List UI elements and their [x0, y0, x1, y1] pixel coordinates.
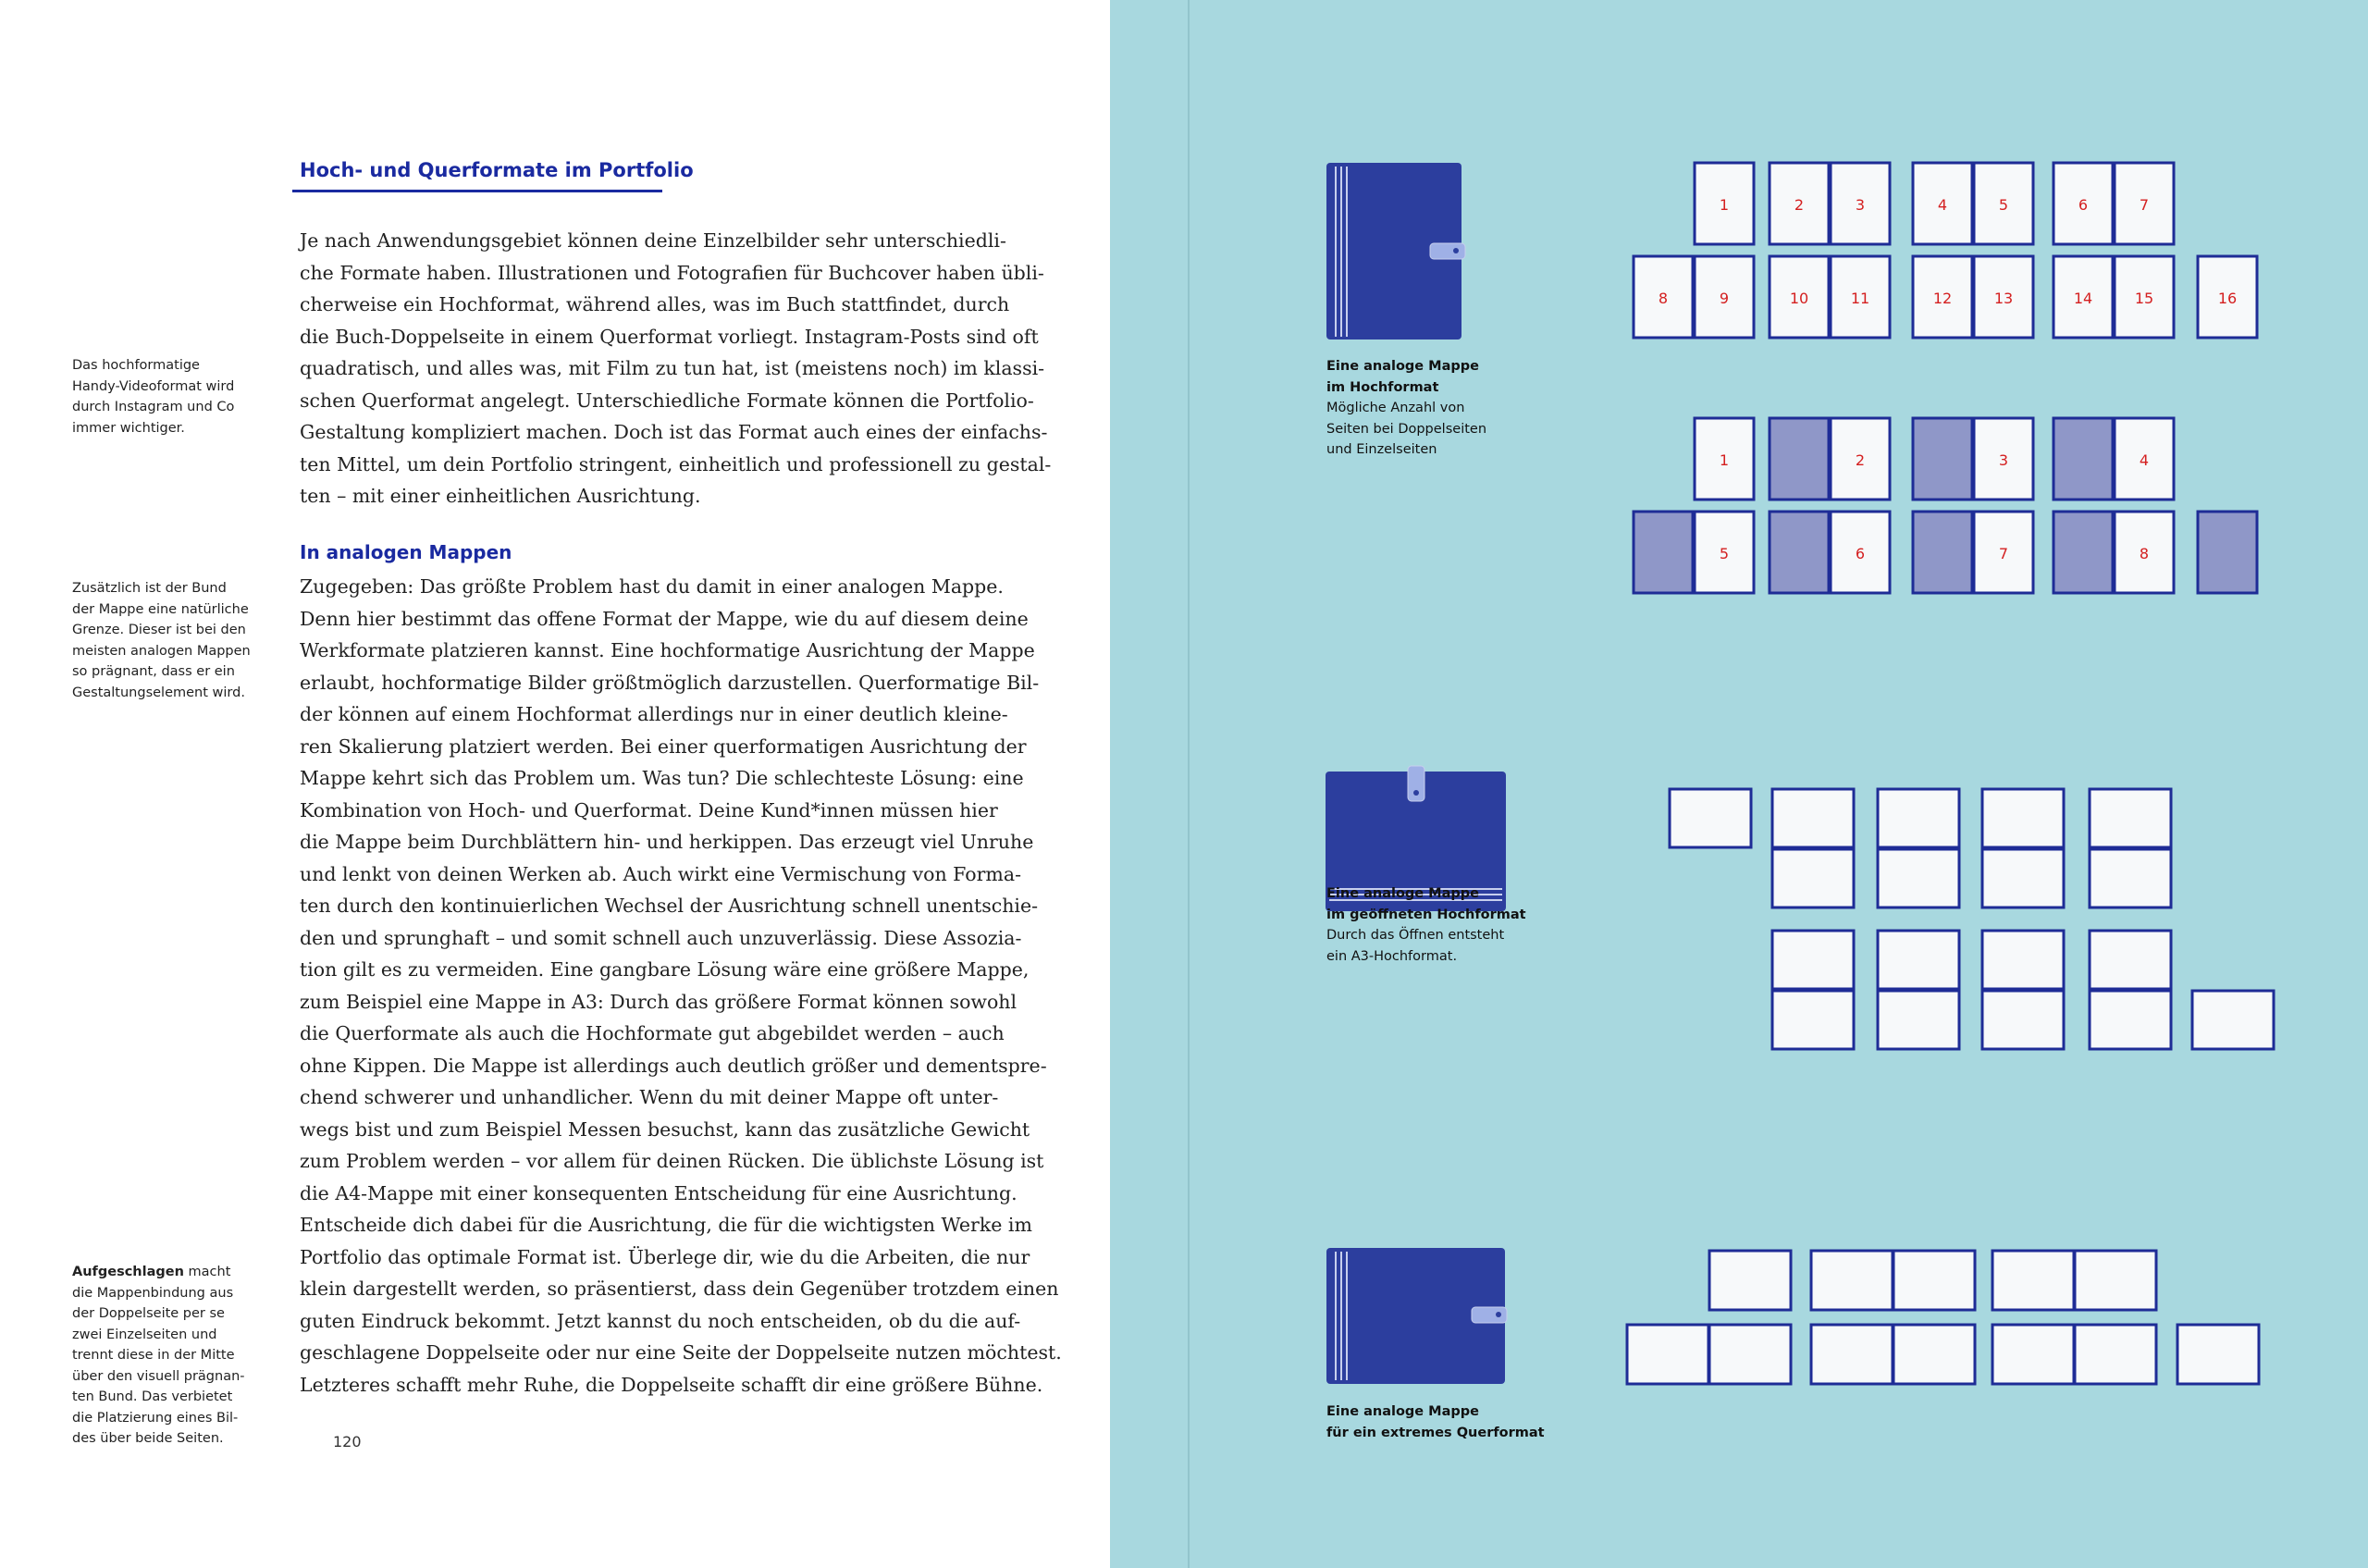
- caption-body: und Einzelseiten: [1326, 442, 1437, 457]
- page: [1772, 991, 1854, 1049]
- note-line: meisten analogen Mappen: [72, 643, 251, 659]
- text-line: Werkformate platzieren kannst. Eine hochformatige Ausrichtung der Mappe: [300, 639, 1035, 661]
- page-number-label: 3: [1855, 196, 1866, 214]
- note-line: die Platzierung eines Bil-: [72, 1410, 239, 1426]
- text-line: ten Mittel, um dein Portfolio stringent, einheitlich und professionell zu gestal-: [300, 452, 1052, 475]
- blank-page: [1770, 418, 1829, 500]
- text-line: cherweise ein Hochformat, während alles, was im Buch stattfindet, durch: [300, 293, 1010, 315]
- page-number-label: 11: [1850, 290, 1870, 307]
- page: [1893, 1251, 1975, 1310]
- note-line: so prägnant, dass er ein: [72, 664, 235, 679]
- page: [1670, 789, 1751, 847]
- caption-title: Eine analoge Mappe: [1326, 359, 1479, 374]
- page: [1992, 1325, 2074, 1384]
- note-line: Handy-Videoformat wird: [72, 378, 235, 394]
- page: [1772, 789, 1854, 847]
- landscape-folder-icon: [1326, 1248, 1507, 1384]
- text-line: die Mappe beim Durchblättern hin- und herkippen. Das erzeugt viel Unruhe: [300, 831, 1034, 853]
- page: [2177, 1325, 2259, 1384]
- text-line: tion gilt es zu vermeiden. Eine gangbare Lösung wäre eine größere Mappe,: [300, 958, 1030, 981]
- text-line: und lenkt von deinen Werken ab. Auch wirkt eine Vermischung von Forma-: [300, 862, 1022, 885]
- blank-page: [1913, 512, 1972, 593]
- text-line: Portfolio das optimale Format ist. Überlege dir, wie du die Arbeiten, die nur: [300, 1245, 1030, 1268]
- page: [2090, 789, 2171, 847]
- caption-landscape-folder: [1326, 1401, 1545, 1443]
- page: [1893, 1325, 1975, 1384]
- text-line: wegs bist und zum Beispiel Messen besuchst, kann das zusätzliche Gewicht: [300, 1117, 1030, 1141]
- note-line: der Doppelseite per se: [72, 1306, 225, 1321]
- page-number-label: 1: [1719, 196, 1730, 214]
- page: [2090, 991, 2171, 1049]
- note-line: Zusätzlich ist der Bund: [72, 581, 227, 596]
- note-line: zwei Einzelseiten und: [72, 1327, 217, 1342]
- page: [2090, 931, 2171, 989]
- text-line: Letzteres schafft mehr Ruhe, die Doppelseite schafft dir eine größere Bühne.: [300, 1373, 1043, 1396]
- page-number-label: 16: [2217, 290, 2238, 307]
- caption-portrait-folder: [1326, 356, 1486, 461]
- caption-title: im Hochformat: [1326, 379, 1439, 395]
- page-number-label: 5: [1719, 545, 1730, 562]
- text-line: zum Beispiel eine Mappe in A3: Durch das größere Format können sowohl: [300, 990, 1018, 1013]
- text-line: der können auf einem Hochformat allerdings nur in einer deutlich kleine-: [300, 703, 1008, 725]
- page-number-label: 8: [2139, 545, 2150, 562]
- page: [1772, 931, 1854, 989]
- page: [1709, 1325, 1791, 1384]
- page-number-label: 12: [1932, 290, 1953, 307]
- note-line: des über beide Seiten.: [72, 1431, 224, 1446]
- text-line: Denn hier bestimmt das offene Format der Mappe, wie du auf diesem deine: [300, 607, 1029, 630]
- caption-title: Eine analoge Mappe: [1326, 1404, 1479, 1419]
- page-number-label: 14: [2073, 290, 2093, 307]
- page-number-label: 4: [1937, 196, 1948, 214]
- page-number-label: 3: [1998, 451, 2009, 469]
- page-number-label: 5: [1998, 196, 2009, 214]
- text-line: Entscheide dich dabei für die Ausrichtung, die für die wichtigsten Werke im: [300, 1214, 1032, 1236]
- note-line: durch Instagram und Co: [72, 400, 235, 414]
- text-line: den und sprunghaft – und somit schnell auch unzuverlässig. Diese Assozia-: [300, 926, 1022, 949]
- section-heading: Hoch- und Querformate im Portfolio: [300, 159, 694, 181]
- blank-page: [2054, 512, 2113, 593]
- page: [2075, 1325, 2156, 1384]
- page: [1982, 849, 2064, 907]
- page-number: 120: [333, 1433, 362, 1451]
- page: [1811, 1251, 1893, 1310]
- page-number-label: 6: [1855, 545, 1866, 562]
- note-bold-term: Aufgeschlagen: [72, 1265, 184, 1279]
- page-number-label: 9: [1719, 290, 1730, 307]
- text-line: guten Eindruck bekommt. Jetzt kannst du noch entscheiden, ob du die auf-: [300, 1309, 1021, 1332]
- subheading: In analogen Mappen: [300, 541, 512, 563]
- note-line-rest: macht: [183, 1265, 231, 1279]
- portrait-folder-icon: [1326, 163, 1465, 340]
- caption-opened-folder: [1326, 883, 1526, 967]
- page: [2090, 849, 2171, 907]
- note-line: über den visuell prägnan-: [72, 1368, 245, 1384]
- page: [1709, 1251, 1791, 1310]
- page-number-label: 1: [1719, 451, 1730, 469]
- text-line: quadratisch, und alles was, mit Film zu tun hat, ist (meistens noch) im klassi-: [300, 357, 1045, 379]
- text-line: chend schwerer und unhandlicher. Wenn du mit deiner Mappe oft unter-: [300, 1086, 999, 1108]
- page-number-label: 7: [1998, 545, 2009, 562]
- page: [1878, 991, 1959, 1049]
- text-line: erlaubt, hochformatige Bilder größtmöglich darzustellen. Querformatige Bil-: [300, 671, 1040, 694]
- page-number-label: 6: [2078, 196, 2089, 214]
- page: [1811, 1325, 1893, 1384]
- page-number-label: 10: [1789, 290, 1809, 307]
- blank-page: [1770, 512, 1829, 593]
- text-line: che Formate haben. Illustrationen und Fotografien für Buchcover haben übli-: [300, 261, 1044, 284]
- page: [2192, 991, 2274, 1049]
- text-line: Je nach Anwendungsgebiet können deine Einzelbilder sehr unterschiedli-: [300, 229, 1006, 252]
- text-line: Zugegeben: Das größte Problem hast du damit in einer analogen Mappe.: [300, 575, 1004, 598]
- text-line: die A4-Mappe mit einer konsequenten Entscheidung für eine Ausrichtung.: [300, 1181, 1018, 1204]
- text-line: die Buch-Doppelseite in einem Querformat vorliegt. Instagram-Posts sind oft: [300, 325, 1039, 348]
- text-line: schen Querformat angelegt. Unterschiedliche Formate können die Portfolio-: [300, 389, 1034, 412]
- blank-page: [2198, 512, 2257, 593]
- page: [1982, 789, 2064, 847]
- page: [1982, 931, 2064, 989]
- text-line: geschlagene Doppelseite oder nur eine Seite der Doppelseite nutzen möchtest.: [300, 1341, 1062, 1364]
- blank-page: [1913, 418, 1972, 500]
- page: [1627, 1325, 1708, 1384]
- page: [2075, 1251, 2156, 1310]
- caption-body: Durch das Öffnen entsteht: [1326, 928, 1505, 943]
- page: [1772, 849, 1854, 907]
- blank-page: [1634, 512, 1693, 593]
- text-line: ohne Kippen. Die Mappe ist allerdings auch deutlich größer und dementspre-: [300, 1054, 1047, 1077]
- page: [1878, 849, 1959, 907]
- page-number-label: 13: [1993, 290, 2014, 307]
- text-line: die Querformate als auch die Hochformate gut abgebildet werden – auch: [300, 1022, 1005, 1044]
- caption-body: Seiten bei Doppelseiten: [1326, 421, 1487, 437]
- page: [1878, 789, 1959, 847]
- text-line: Mappe kehrt sich das Problem um. Was tun? Die schlechteste Lösung: eine: [300, 767, 1024, 789]
- note-line: immer wichtiger.: [72, 420, 185, 436]
- page-number-label: 7: [2139, 196, 2150, 214]
- note-line: Das hochformatige: [72, 358, 200, 373]
- note-line: Gestaltungselement wird.: [72, 685, 245, 700]
- page-number-labels: [1659, 196, 2237, 562]
- caption-title: Eine analoge Mappe: [1326, 886, 1479, 901]
- note-line: die Mappenbindung aus: [72, 1285, 234, 1301]
- caption-body: Mögliche Anzahl von: [1326, 401, 1465, 415]
- caption-title: für ein extremes Querformat: [1326, 1425, 1545, 1440]
- text-line: Kombination von Hoch- und Querformat. Deine Kund*innen müssen hier: [300, 798, 998, 821]
- text-line: ten – mit einer einheitlichen Ausrichtung.: [300, 485, 701, 507]
- blank-page: [2054, 418, 2113, 500]
- text-line: ren Skalierung platziert werden. Bei einer querformatigen Ausrichtung der: [300, 735, 1027, 758]
- text-line: klein dargestellt werden, so präsentierst, dass dein Gegenüber trotzdem einen: [300, 1278, 1059, 1300]
- page-layout-grids: [1627, 163, 2274, 1384]
- note-line: Grenze. Dieser ist bei den: [72, 623, 246, 637]
- page-number-label: 4: [2139, 451, 2150, 469]
- page-number-label: 2: [1794, 196, 1805, 214]
- caption-body: ein A3-Hochformat.: [1326, 948, 1458, 964]
- note-line: ten Bund. Das verbietet: [72, 1389, 233, 1404]
- page: [1982, 991, 2064, 1049]
- note-line: der Mappe eine natürliche: [72, 601, 249, 617]
- page: [1992, 1251, 2074, 1310]
- page-number-label: 8: [1658, 290, 1669, 307]
- page-number-label: 15: [2134, 290, 2154, 307]
- text-line: Gestaltung kompliziert machen. Doch ist das Format auch eines der einfachs-: [300, 421, 1048, 443]
- text-line: zum Problem werden – vor allem für deinen Rücken. Die üblichste Lösung ist: [300, 1150, 1044, 1172]
- page: [1878, 931, 1959, 989]
- page-number-label: 2: [1855, 451, 1866, 469]
- caption-title: im geöffneten Hochformat: [1326, 907, 1526, 922]
- note-line: trennt diese in der Mitte: [72, 1348, 235, 1363]
- text-line: ten durch den kontinuierlichen Wechsel der Ausrichtung schnell unentschie-: [300, 895, 1039, 917]
